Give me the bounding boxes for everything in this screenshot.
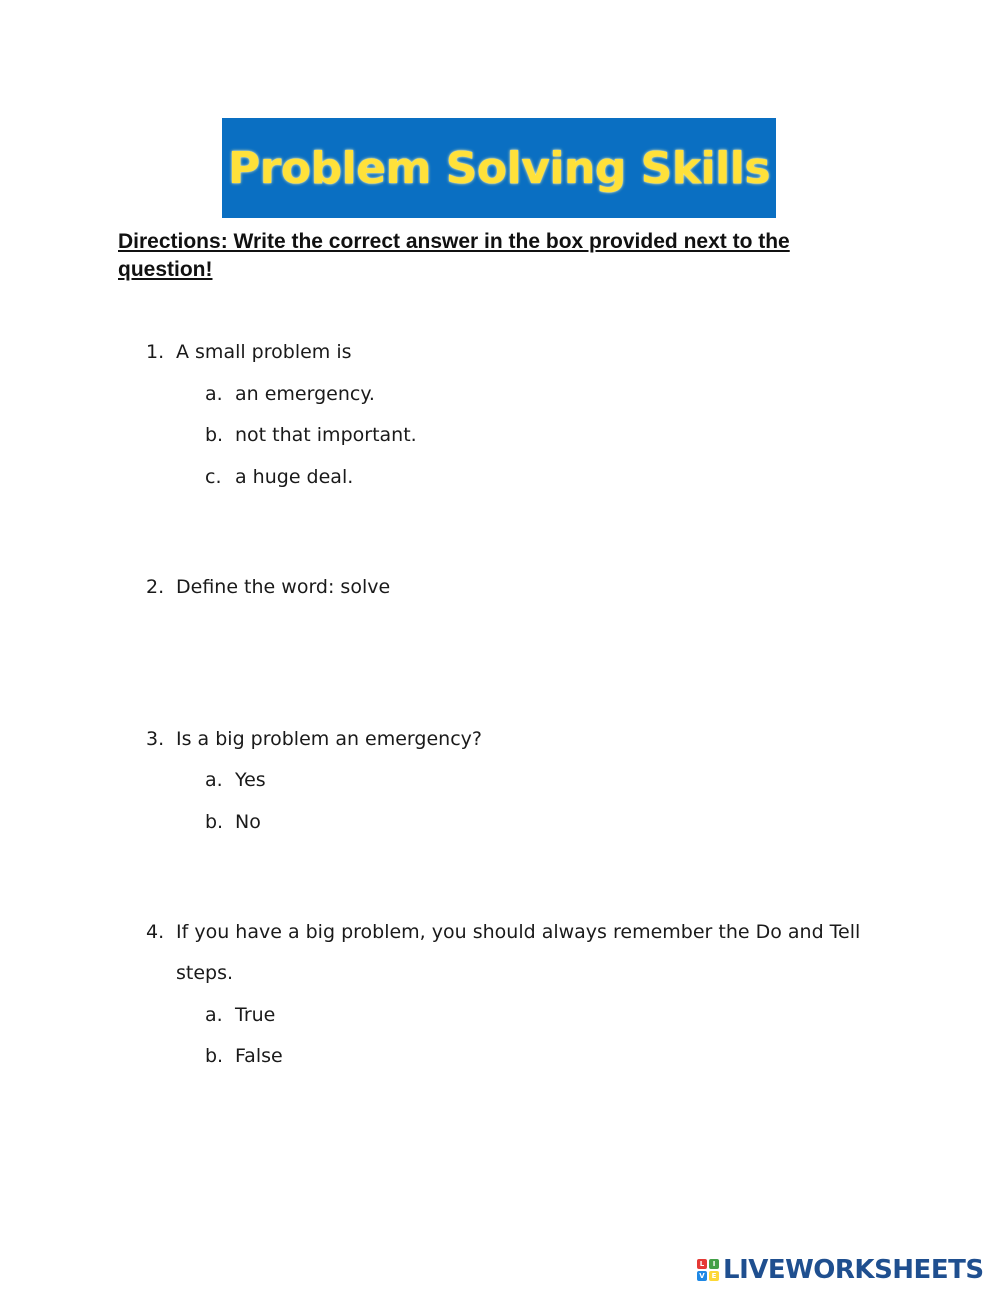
- option-letter: b.: [205, 811, 224, 833]
- option-letter: b.: [205, 424, 224, 446]
- option-3b: [205, 811, 805, 841]
- question-number: 4.: [146, 921, 165, 943]
- option-4b: [205, 1045, 805, 1075]
- option-letter: c.: [205, 466, 222, 488]
- liveworksheets-logo: [697, 1255, 984, 1285]
- page-title: Problem Solving Skills: [227, 142, 771, 194]
- question-text-line2: steps.: [176, 962, 234, 984]
- question-number: 2.: [146, 576, 165, 598]
- option-letter: a.: [205, 383, 223, 405]
- directions-text: Directions: Write the correct answer in the box provided next to the question!: [118, 230, 790, 281]
- option-letter: a.: [205, 1004, 223, 1026]
- question-3: [146, 728, 886, 758]
- question-text: A small problem is: [176, 341, 352, 363]
- logo-text: LIVEWORKSHEETS: [723, 1255, 984, 1285]
- option-3a: [205, 769, 805, 799]
- option-letter: a.: [205, 769, 223, 791]
- logo-block: V: [697, 1271, 707, 1281]
- option-text: a huge deal.: [235, 466, 354, 488]
- logo-block: E: [709, 1271, 719, 1281]
- question-2: [146, 576, 886, 606]
- option-1c: [205, 466, 805, 496]
- question-number: 1.: [146, 341, 165, 363]
- option-text: True: [235, 1004, 276, 1026]
- question-4: [146, 921, 886, 951]
- question-text: Define the word: solve: [176, 576, 391, 598]
- option-text: not that important.: [235, 424, 417, 446]
- option-1a: [205, 383, 805, 413]
- option-letter: b.: [205, 1045, 224, 1067]
- option-4a: [205, 1004, 805, 1034]
- option-text: False: [235, 1045, 283, 1067]
- title-banner: [222, 118, 776, 218]
- question-number: 3.: [146, 728, 165, 750]
- option-text: Yes: [235, 769, 266, 791]
- option-text: an emergency.: [235, 383, 375, 405]
- option-1b: [205, 424, 805, 454]
- question-4-continued: [146, 962, 886, 992]
- option-text: No: [235, 811, 261, 833]
- question-text: Is a big problem an emergency?: [176, 728, 482, 750]
- logo-blocks-icon: [697, 1259, 719, 1281]
- logo-block: L: [697, 1259, 707, 1269]
- question-text: If you have a big problem, you should always remember the Do and Tell: [176, 921, 861, 943]
- logo-block: I: [709, 1259, 719, 1269]
- question-1: [146, 341, 886, 371]
